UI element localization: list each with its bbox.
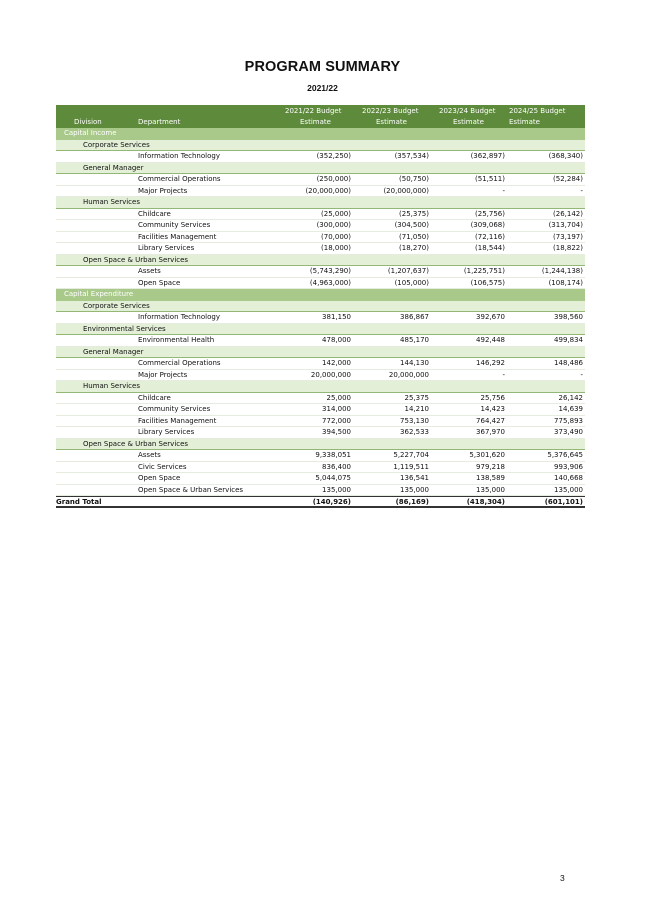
table-row bbox=[56, 209, 585, 221]
grand-total-label: Grand Total bbox=[56, 498, 102, 506]
cell-value: 136,541 bbox=[400, 474, 429, 482]
cell-value: - bbox=[580, 186, 583, 195]
header-col4-line2: Estimate bbox=[509, 118, 540, 126]
table-row bbox=[56, 186, 585, 198]
cell-value: 20,000,000 bbox=[388, 370, 429, 379]
cell-value: 836,400 bbox=[322, 462, 351, 471]
table-row bbox=[56, 462, 585, 474]
item-label: Facilities Management bbox=[138, 232, 217, 241]
table-body bbox=[56, 128, 585, 496]
cell-value: 314,000 bbox=[322, 405, 351, 413]
table-row bbox=[56, 393, 585, 405]
cell-value: (50,750) bbox=[399, 175, 429, 183]
cell-value: 5,376,645 bbox=[547, 451, 583, 459]
table-row bbox=[56, 220, 585, 232]
cell-value: (73,197) bbox=[553, 232, 583, 241]
header-col3-line2: Estimate bbox=[453, 118, 484, 126]
cell-value: 5,044,075 bbox=[315, 474, 351, 482]
section-label: Capital Income bbox=[64, 129, 117, 137]
cell-value: - bbox=[580, 370, 583, 379]
cell-value: (106,575) bbox=[470, 278, 505, 287]
grand-total-value: (140,926) bbox=[312, 498, 351, 506]
cell-value: 485,170 bbox=[400, 336, 429, 344]
item-label: Civic Services bbox=[138, 462, 187, 471]
cell-value: (309,068) bbox=[470, 221, 505, 229]
cell-value: 135,000 bbox=[476, 485, 505, 494]
table-row bbox=[56, 473, 585, 485]
cell-value: - bbox=[502, 370, 505, 379]
cell-value: (70,000) bbox=[321, 232, 351, 241]
cell-value: 979,218 bbox=[476, 462, 505, 471]
table-row bbox=[56, 335, 585, 347]
header-division: Division bbox=[74, 118, 102, 126]
cell-value: 775,893 bbox=[554, 416, 583, 425]
cell-value: 753,130 bbox=[400, 416, 429, 425]
table-row bbox=[56, 278, 585, 290]
table-row bbox=[56, 174, 585, 186]
department-row bbox=[56, 255, 585, 267]
cell-value: (1,207,637) bbox=[387, 267, 429, 275]
cell-value: 146,292 bbox=[476, 359, 505, 367]
cell-value: 381,150 bbox=[322, 313, 351, 321]
cell-value: 9,338,051 bbox=[315, 451, 351, 459]
grand-total-value: (418,304) bbox=[466, 498, 505, 506]
cell-value: 392,670 bbox=[476, 313, 505, 321]
cell-value: 367,970 bbox=[476, 428, 505, 436]
table-row bbox=[56, 404, 585, 416]
dept-label: Environmental Services bbox=[83, 324, 166, 333]
cell-value: 26,142 bbox=[558, 393, 583, 402]
department-row bbox=[56, 324, 585, 336]
header-col2-line2: Estimate bbox=[376, 118, 407, 126]
cell-value: 135,000 bbox=[400, 485, 429, 494]
cell-value: 772,000 bbox=[322, 416, 351, 425]
grand-total-value: (86,169) bbox=[395, 498, 429, 506]
item-label: Library Services bbox=[138, 428, 195, 436]
department-row bbox=[56, 301, 585, 313]
cell-value: (25,756) bbox=[475, 209, 505, 218]
cell-value: - bbox=[502, 186, 505, 195]
cell-value: 14,639 bbox=[558, 405, 583, 413]
cell-value: 20,000,000 bbox=[310, 370, 351, 379]
item-label: Information Technology bbox=[138, 313, 220, 321]
cell-value: (352,250) bbox=[316, 152, 351, 160]
cell-value: (300,000) bbox=[316, 221, 351, 229]
dept-label: Open Space & Urban Services bbox=[83, 439, 189, 448]
item-label: Childcare bbox=[138, 209, 171, 218]
cell-value: 1,119,511 bbox=[393, 462, 429, 471]
item-label: Environmental Health bbox=[138, 336, 215, 344]
section-row bbox=[56, 289, 585, 301]
cell-value: 144,130 bbox=[400, 359, 429, 367]
cell-value: (108,174) bbox=[548, 278, 583, 287]
cell-value: (105,000) bbox=[394, 278, 429, 287]
item-label: Major Projects bbox=[138, 186, 188, 195]
cell-value: (5,743,290) bbox=[309, 267, 351, 275]
table-row bbox=[56, 370, 585, 382]
cell-value: 14,423 bbox=[480, 405, 505, 413]
header-col1-line1: 2021/22 Budget bbox=[285, 107, 342, 115]
grand-total-value: (601,101) bbox=[544, 498, 583, 506]
header-col1-line2: Estimate bbox=[300, 118, 331, 126]
cell-value: (4,963,000) bbox=[309, 278, 351, 287]
cell-value: 394,500 bbox=[322, 428, 351, 436]
cell-value: (52,284) bbox=[553, 175, 583, 183]
cell-value: 386,867 bbox=[400, 313, 429, 321]
table-row bbox=[56, 151, 585, 163]
cell-value: 148,486 bbox=[554, 359, 583, 367]
table-header bbox=[56, 105, 585, 128]
cell-value: 25,375 bbox=[404, 393, 429, 402]
item-label: Open Space bbox=[138, 474, 181, 482]
header-department: Department bbox=[138, 118, 181, 126]
table-row bbox=[56, 358, 585, 370]
dept-label: Corporate Services bbox=[83, 140, 150, 149]
page-subtitle: 2021/22 bbox=[307, 83, 338, 93]
cell-value: (25,000) bbox=[321, 209, 351, 218]
item-label: Community Services bbox=[138, 405, 211, 413]
cell-value: (250,000) bbox=[316, 175, 351, 183]
cell-value: (362,897) bbox=[470, 152, 505, 160]
cell-value: 140,668 bbox=[554, 474, 583, 482]
item-label: Open Space bbox=[138, 278, 181, 287]
item-label: Commercial Operations bbox=[138, 359, 221, 367]
cell-value: (304,500) bbox=[394, 221, 429, 229]
section-row bbox=[56, 128, 585, 140]
cell-value: (51,511) bbox=[475, 175, 505, 183]
department-row bbox=[56, 439, 585, 451]
table-row bbox=[56, 232, 585, 244]
dept-label: Human Services bbox=[83, 198, 140, 206]
item-label: Community Services bbox=[138, 221, 211, 229]
cell-value: (72,116) bbox=[475, 232, 505, 241]
department-row bbox=[56, 197, 585, 209]
cell-value: 764,427 bbox=[476, 416, 505, 425]
cell-value: 373,490 bbox=[554, 428, 583, 436]
table-row bbox=[56, 266, 585, 278]
cell-value: (18,544) bbox=[475, 244, 505, 252]
cell-value: (1,225,751) bbox=[463, 267, 505, 275]
cell-value: (20,000,000) bbox=[383, 186, 429, 195]
item-label: Facilities Management bbox=[138, 416, 217, 425]
item-label: Childcare bbox=[138, 393, 171, 402]
cell-value: 142,000 bbox=[322, 359, 351, 367]
cell-value: 135,000 bbox=[554, 485, 583, 494]
grand-total-row bbox=[56, 496, 585, 508]
table-row bbox=[56, 485, 585, 497]
cell-value: 492,448 bbox=[476, 336, 505, 344]
cell-value: (25,375) bbox=[399, 209, 429, 218]
cell-value: (368,340) bbox=[548, 152, 583, 160]
department-row bbox=[56, 347, 585, 359]
cell-value: 993,906 bbox=[554, 462, 583, 471]
department-row bbox=[56, 381, 585, 393]
cell-value: (1,244,138) bbox=[541, 267, 583, 275]
program-summary-table bbox=[56, 105, 585, 508]
cell-value: (20,000,000) bbox=[305, 186, 351, 195]
dept-label: General Manager bbox=[83, 163, 144, 172]
table-row bbox=[56, 450, 585, 462]
table-row bbox=[56, 416, 585, 428]
dept-label: General Manager bbox=[83, 347, 144, 356]
cell-value: 25,000 bbox=[326, 393, 351, 402]
cell-value: 135,000 bbox=[322, 485, 351, 494]
table-row bbox=[56, 427, 585, 439]
cell-value: (71,050) bbox=[399, 232, 429, 241]
item-label: Assets bbox=[138, 451, 161, 459]
page-title: PROGRAM SUMMARY bbox=[244, 59, 401, 75]
department-row bbox=[56, 163, 585, 175]
department-row bbox=[56, 140, 585, 152]
header-col3-line1: 2023/24 Budget bbox=[439, 107, 496, 115]
item-label: Library Services bbox=[138, 244, 195, 252]
cell-value: (26,142) bbox=[553, 209, 583, 218]
header-col4-line1: 2024/25 Budget bbox=[509, 107, 566, 115]
dept-label: Corporate Services bbox=[83, 301, 150, 310]
page-number: 3 bbox=[560, 873, 565, 883]
table-row bbox=[56, 312, 585, 324]
cell-value: 5,301,620 bbox=[469, 451, 505, 459]
section-label: Capital Expenditure bbox=[64, 290, 134, 298]
cell-value: (18,270) bbox=[399, 244, 429, 252]
cell-value: 398,560 bbox=[554, 313, 583, 321]
item-label: Commercial Operations bbox=[138, 175, 221, 183]
table-row bbox=[56, 243, 585, 255]
dept-label: Open Space & Urban Services bbox=[83, 255, 189, 264]
cell-value: (18,000) bbox=[321, 244, 351, 252]
cell-value: 499,834 bbox=[554, 336, 583, 344]
header-col2-line1: 2022/23 Budget bbox=[362, 107, 419, 115]
cell-value: 362,533 bbox=[400, 428, 429, 436]
cell-value: (18,822) bbox=[553, 244, 583, 252]
dept-label: Human Services bbox=[83, 382, 140, 390]
item-label: Information Technology bbox=[138, 152, 220, 160]
cell-value: 138,589 bbox=[476, 474, 505, 482]
cell-value: 478,000 bbox=[322, 336, 351, 344]
item-label: Major Projects bbox=[138, 370, 188, 379]
cell-value: (357,534) bbox=[394, 152, 429, 160]
item-label: Assets bbox=[138, 267, 161, 275]
cell-value: 25,756 bbox=[480, 393, 505, 402]
item-label: Open Space & Urban Services bbox=[138, 485, 244, 494]
cell-value: (313,704) bbox=[548, 221, 583, 229]
cell-value: 14,210 bbox=[404, 405, 429, 413]
cell-value: 5,227,704 bbox=[393, 451, 429, 459]
